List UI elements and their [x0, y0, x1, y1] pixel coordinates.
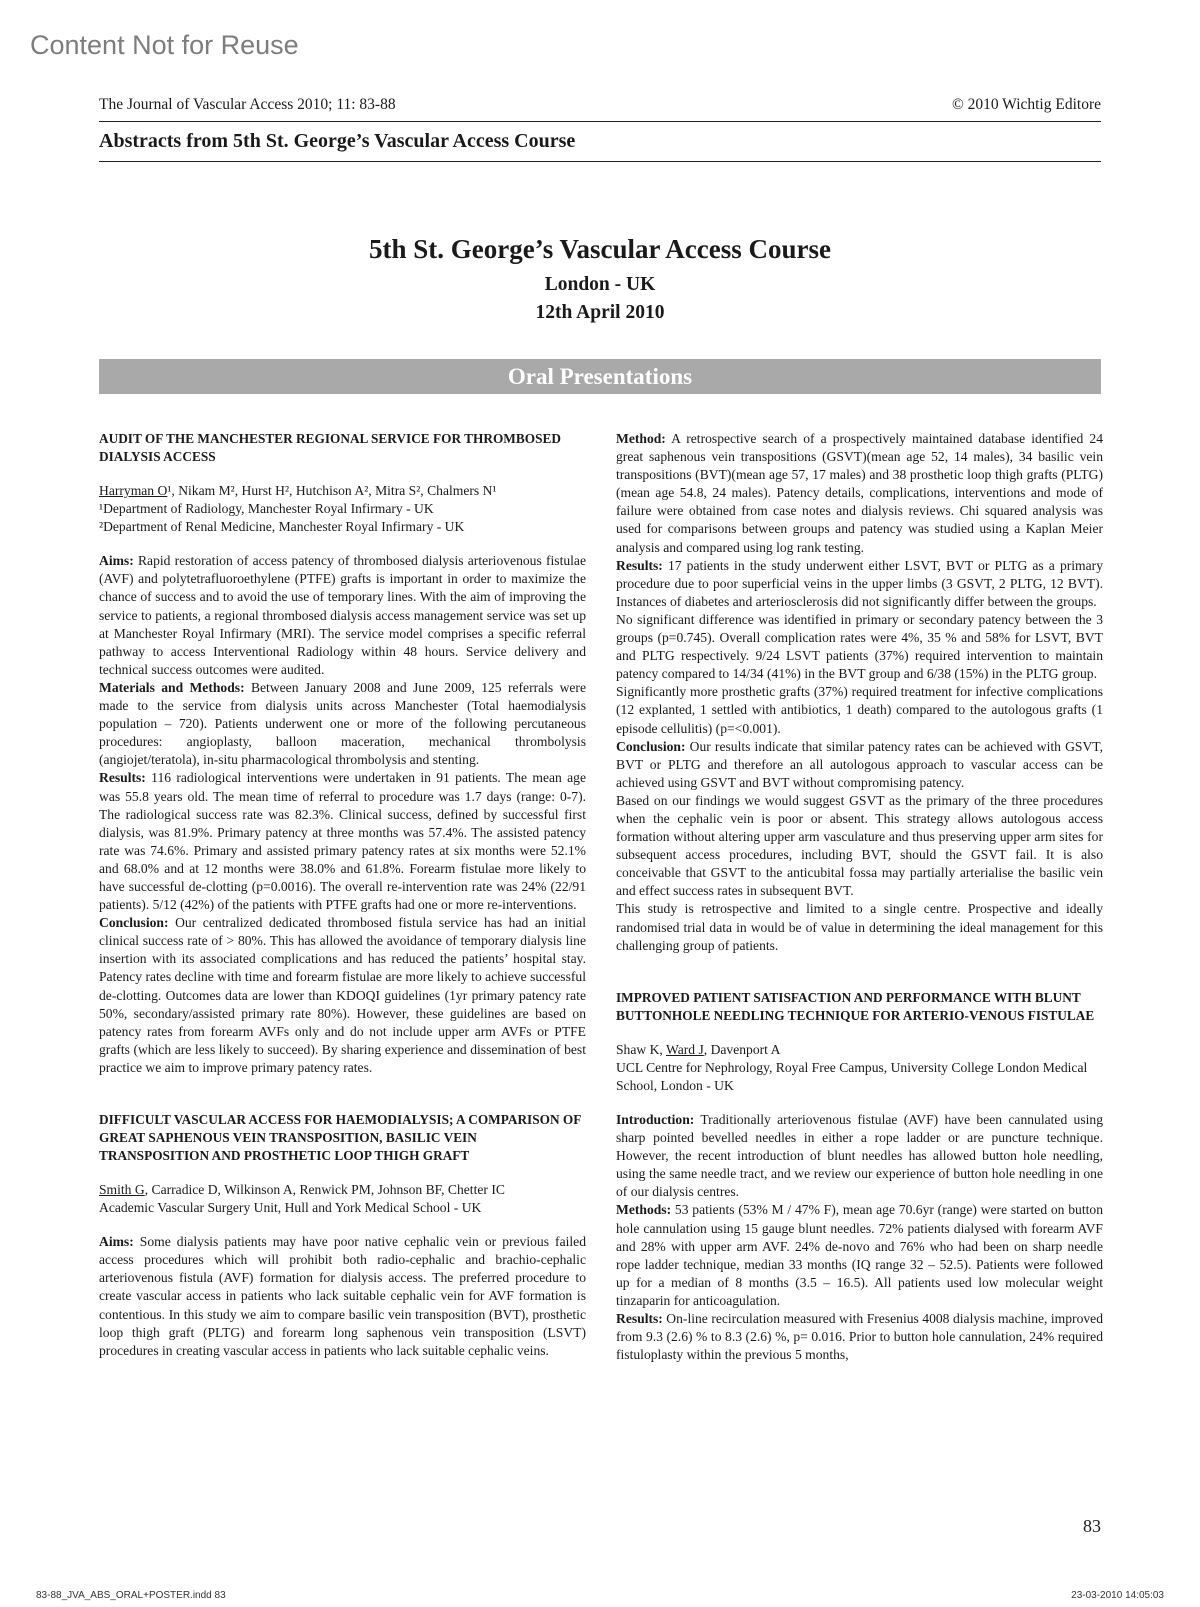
- conclusion-paragraph-2: Based on our findings we would suggest GSVT as the primary of the three procedures when the cephalic vein is poor or absent. This strategy allows autologous access formation without altering upper arm vasculature and thus preserving upper arm sites for subsequent access procedures, including BVT, should the GSVT fail. It is also conceivable that GSVT to the anticubital fossa may partially arterialise the basilic vein and effect success rates in subsequent BVT.: [616, 792, 1103, 899]
- journal-citation: The Journal of Vascular Access 2010; 11: 83-88: [99, 96, 396, 113]
- results-paragraph-2: No significant difference was identified in primary or secondary patency between the 3 groups (p=0.745). Overall complication rates were 4%, 35 % and 58% for LSVT, BVT and PLTG respectively. 9/24 LSVT patients (37%) required intervention to maintain patency compared to 14/34 (41%) in the BVT group and 6/38 (15%) in the PLTG group.: [616, 611, 1103, 682]
- conclusion-paragraph-3: This study is retrospective and limited to a single centre. Prospective and ideally randomised trial data in would be of value in determining the ideal management for this challenging group of patients.: [616, 901, 1103, 953]
- results-paragraph-3: Significantly more prosthetic grafts (37%) required treatment for infective complications (12 explanted, 1 settled with antibiotics, 1 death) compared to the autologous grafts (1 episode cellulitis) (p=<0.001).: [616, 684, 1103, 736]
- course-title: 5th St. George’s Vascular Access Course: [369, 234, 831, 264]
- aims-paragraph: [99, 1233, 586, 1360]
- introduction-label: Introduction:: [616, 1112, 695, 1127]
- results-label: Results:: [616, 557, 663, 573]
- course-location: London - UK: [544, 274, 656, 295]
- footer-timestamp: 23-03-2010 14:05:03: [1071, 1590, 1164, 1601]
- abstract-buttonhole: [616, 989, 1103, 1365]
- abstract-title: DIFFICULT VASCULAR ACCESS FOR HAEMODIALYSIS; A COMPARISON OF GREAT SAPHENOUS VEIN TRANSPOSITION, BASILIC VEIN TRANSPOSITION AND PROSTHETIC LOOP THIGH GRAFT: [99, 1112, 581, 1163]
- results-paragraph: [616, 557, 1103, 611]
- affiliation: UCL Centre for Nephrology, Royal Free Campus, University College London Medical School, London - UK: [616, 1059, 1088, 1093]
- conclusion-text: Our results indicate that similar patency rates can be achieved with GSVT, BVT or PLTG and therefore an all autologous approach to vascular access can be achieved using GSVT and BVT without compromising patency.: [616, 738, 1103, 790]
- results-label: Results:: [99, 770, 146, 786]
- copyright-notice: © 2010 Wichtig Editore: [951, 96, 1101, 113]
- results-text: 116 radiological interventions were undertaken in 91 patients. The mean age was 55.8 years old. The mean time of referral to procedure was 1.7 days (range: 0-7). The radiological success rate was 82.3%. Clinical success, defined by successful first dialysis, was 81.9%. Primary patency at three months was 57.4%. The assisted patency rate was 74.6%. Primary and assisted primary patency rates at six months were 52.1% and 68.0% and at 12 months were 38.0% and 61.8%. Forearm fistulae more likely to have successful de-clotting (p=0.0016). The overall re-intervention rate was 24% (22/91 patients). 5/12 (42%) of the patients with PTFE grafts had one or more re-interventions.: [99, 770, 586, 913]
- session-heading: Oral Presentations: [99, 359, 1101, 394]
- header-rule-bottom: [99, 161, 1101, 162]
- introduction-paragraph: [616, 1111, 1103, 1201]
- conclusion-paragraph: [616, 738, 1103, 792]
- first-author: Shaw K,: [616, 1041, 666, 1057]
- section-title: Abstracts from 5th St. George’s Vascular Access Course: [99, 130, 576, 152]
- co-authors: , Carradice D, Wilkinson A, Renwick PM, Johnson BF, Chetter IC: [144, 1182, 505, 1197]
- author-list: [99, 482, 586, 500]
- method-text: A retrospective search of a prospectively maintained database identified 24 great saphenous vein transpositions (GSVT)(mean age 52, 14 males), 34 basilic vein transpositions (BVT)(mean age 57, 17 males) and 38 prosthetic loop thigh grafts (PLTG)(mean age 54.8, 24 males). Patency details, complications, interventions and mode of failure were obtained from case notes and dialysis reviews. Chi squared analysis was used for comparisons between groups and patency was studied using a Kaplan Meier analysis and compared using log rank testing.: [616, 431, 1103, 555]
- abstract-title: AUDIT OF THE MANCHESTER REGIONAL SERVICE FOR THROMBOSED DIALYSIS ACCESS: [99, 431, 561, 464]
- conclusion-label: Conclusion:: [99, 915, 169, 931]
- author-list: [616, 1041, 1103, 1059]
- footer-file-name: 83-88_JVA_ABS_ORAL+POSTER.indd 83: [36, 1590, 226, 1601]
- aims-text: Rapid restoration of access patency of thrombosed dialysis arteriovenous fistulae (AVF) and polytetrafluoroethylene (PTFE) grafts is important in order to maximize the chance of success and to avoid the use of temporary lines. With the aim of improving the service to patients, a regional thrombosed dialysis access management service was set up at Manchester Royal Infirmary (MRI). The service model comprises a specific referral pathway to access Interventional Radiology within 48 hours. Service delivery and technical success outcomes were audited.: [99, 553, 586, 677]
- aims-text: Some dialysis patients may have poor native cephalic vein or previous failed access procedures which will prohibit both radio-cephalic and brachio-cephalic arteriovenous fistula (AVF) formation for dialysis access. The preferred procedure to create vascular access in patients who lack suitable cephalic vein for AVF formation is contentious. In this study we aim to compare basilic vein transposition (BVT), prosthetic loop thigh graft (PLTG) and forearm long saphenous vein transposition (LSVT) procedures in creating vascular access in patients who lack suitable cephalic veins.: [99, 1234, 586, 1358]
- presenting-author: Harryman O: [99, 483, 168, 498]
- co-authors: , Davenport A: [703, 1041, 781, 1057]
- conclusion-label: Conclusion:: [616, 738, 686, 754]
- methods-label: Methods:: [616, 1202, 672, 1218]
- left-column: [99, 430, 586, 1360]
- watermark: Content Not for Reuse: [30, 30, 299, 60]
- affiliation: Academic Vascular Surgery Unit, Hull and York Medical School - UK: [99, 1200, 482, 1216]
- results-text: 17 patients in the study underwent either LSVT, BVT or PLTG as a primary procedure due to poor superficial veins in the upper limbs (3 GSVT, 2 PLTG, 12 BVT). Instances of diabetes and arteriosclerosis did not significantly differ between the groups.: [616, 557, 1103, 609]
- co-authors: ¹, Nikam M², Hurst H², Hutchison A², Mitra S², Chalmers N¹: [167, 483, 497, 498]
- methods-text: Between January 2008 and June 2009, 125 referrals were made to the service from dialysis units across Manchester (Total haemodialysis population – 720). Patients underwent one or more of the following percutaneous procedures: angioplasty, balloon maceration, mechanical thrombolysis (angiojet/teratola), in-situ pharmacological thrombolysis and stenting.: [99, 679, 586, 768]
- methods-paragraph: [99, 679, 586, 769]
- results-paragraph: [99, 769, 586, 914]
- method-label: Method:: [616, 431, 666, 446]
- methods-label: Materials and Methods:: [99, 679, 245, 695]
- course-date: 12th April 2010: [535, 302, 665, 323]
- aims-label: Aims:: [99, 1234, 134, 1250]
- author-list: [99, 1181, 586, 1199]
- presenting-author: Smith G: [99, 1182, 145, 1197]
- aims-label: Aims:: [99, 553, 134, 569]
- presenting-author: Ward J: [665, 1041, 704, 1057]
- method-paragraph: [616, 430, 1103, 557]
- results-label: Results:: [616, 1311, 663, 1327]
- results-paragraph: [616, 1310, 1103, 1364]
- results-text: On-line recirculation measured with Fresenius 4008 dialysis machine, improved from 9.3 (2.6) % to 8.3 (2.6) %, p= 0.016. Prior to button hole cannulation, 24% required fistuloplasty within the previous 5 months,: [616, 1311, 1103, 1363]
- right-column: [616, 430, 1103, 1364]
- methods-paragraph: [616, 1201, 1103, 1310]
- affiliation: ¹Department of Radiology, Manchester Royal Infirmary - UK: [99, 501, 434, 517]
- methods-text: 53 patients (53% M / 47% F), mean age 70.6yr (range) were started on button hole cannulation using 15 gauge blunt needles. 72% patients dialysed with forearm AVF and 28% with upper arm AVF. 24% de-novo and 76% who had been on sharp needle rope ladder technique, median 33 months (IQ range 32 – 52.5). Patients were followed up for a median of 8 months (3.5 – 16.5). All patients used low molecular weight tinzaparin for anticoagulation.: [616, 1202, 1103, 1308]
- conclusion-paragraph: [99, 914, 586, 1077]
- abstract-title: IMPROVED PATIENT SATISFACTION AND PERFORMANCE WITH BLUNT BUTTONHOLE NEEDLING TECHNIQUE FOR ARTERIO-VENOUS FISTULAE: [616, 989, 1095, 1023]
- abstract-difficult-access-continued: [616, 430, 1103, 955]
- abstract-difficult-access: [99, 1111, 586, 1360]
- conclusion-text: Our centralized dedicated thrombosed fistula service has had an initial clinical success rate of > 80%. This has allowed the avoidance of temporary dialysis line insertion with its associated complications and has reduced the patients’ hospital stay. Patency rates decline with time and forearm fistulae are more likely to achieve successful de-clotting. Outcomes data are lower than KDOQI guidelines (1yr primary patency rate 50%, secondary/assisted primary rate 80%). However, these guidelines are based on patency rates from forearm AVFs only and do not include upper arm AVFs or PTFE grafts (which are less likely to succeed). By sharing experience and dissemination of best practice we aim to improve primary patency rates.: [99, 915, 586, 1075]
- page-number: 83: [1083, 1516, 1101, 1536]
- header-rule-top: [99, 121, 1101, 122]
- aims-paragraph: [99, 552, 586, 679]
- affiliation: ²Department of Renal Medicine, Manchester Royal Infirmary - UK: [99, 519, 465, 535]
- abstract-manchester: [99, 430, 586, 1077]
- introduction-text: Traditionally arteriovenous fistulae (AVF) have been cannulated using sharp pointed bevelled needles in either a rope ladder or are puncture technique. However, the recent introduction of blunt needles has allowed button hole needling, using the same needle tract, and we review our experience of button hole needling in one of our dialysis centres.: [616, 1112, 1103, 1200]
